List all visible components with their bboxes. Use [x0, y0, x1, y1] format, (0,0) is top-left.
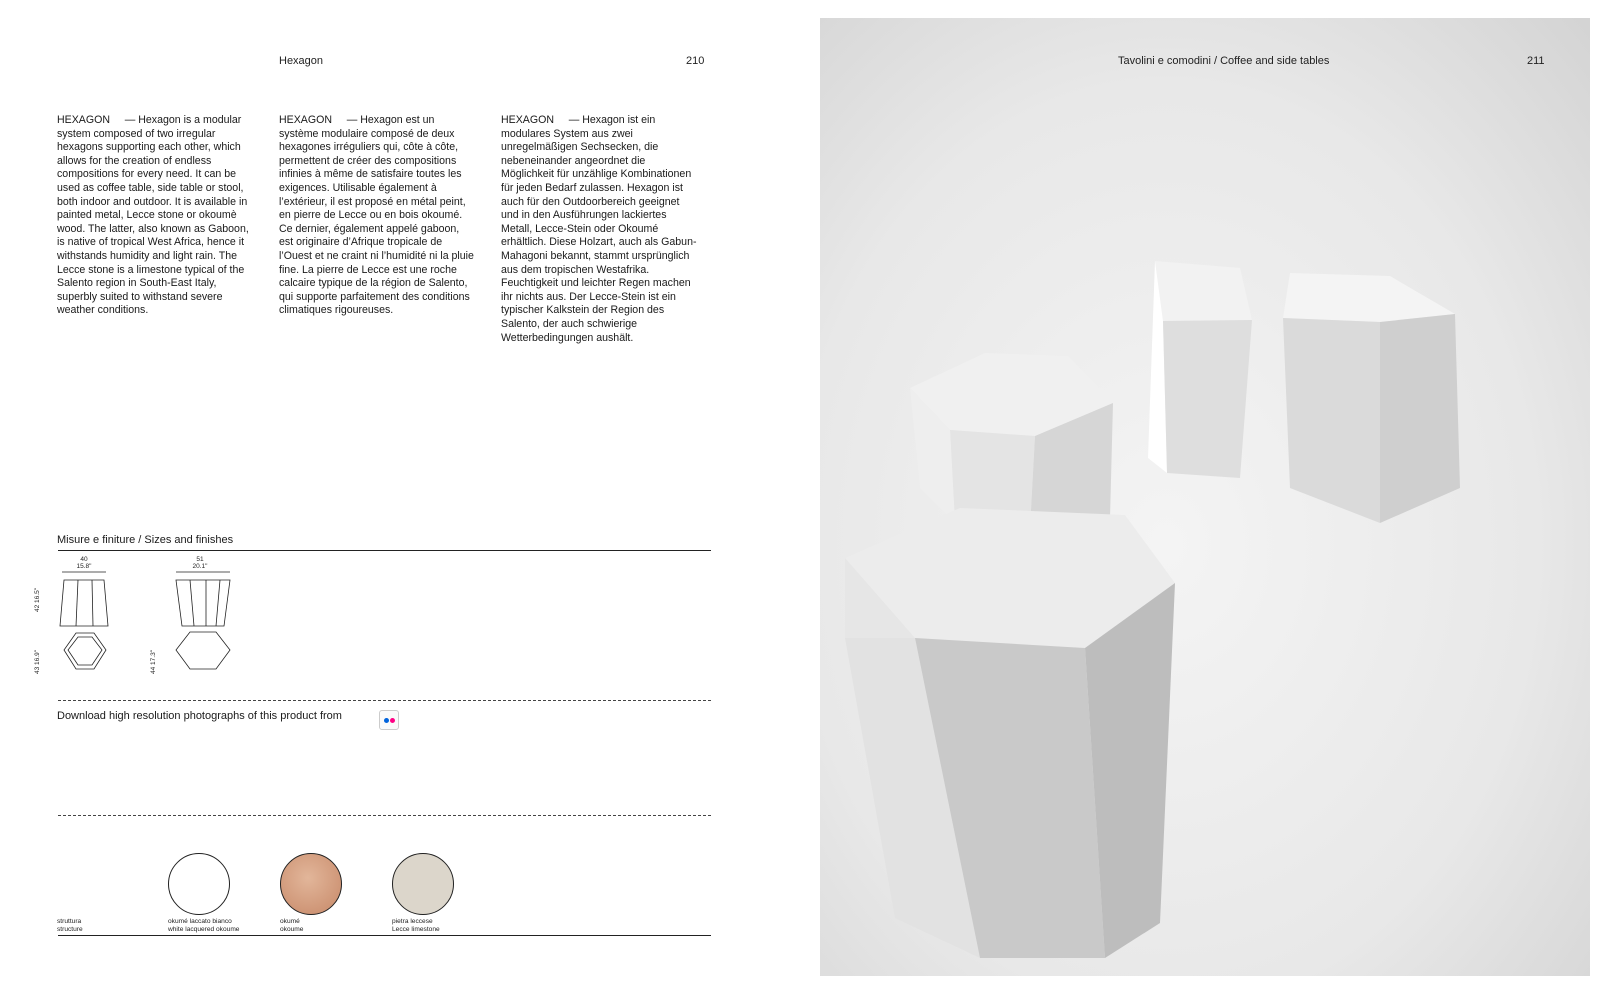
description-fr: [279, 114, 475, 318]
dimension-label: 51 20.1": [192, 556, 208, 570]
column-label: HEXAGON: [501, 114, 554, 126]
column-text: — Hexagon is a modular system composed of two irregular hexagons supporting each other, which allows for the creation of endless compositions for every need. It can be used as coffee table, side table or stool, both indoor and outdoor. It is available in painted metal, Lecce stone or okoumè wood. The latter, also known as Gaboon, is native of tropical West Africa, hence it withstands humidity and light rain. The Lecce stone is a limestone typical of the Salento region in South-East Italy, superbly suited to withstand severe weather conditions.: [57, 114, 249, 317]
dimension-label: 44 17.3": [150, 649, 157, 674]
divider: [58, 550, 711, 551]
section-title: Tavolini e comodini / Coffee and side tables: [1118, 55, 1330, 67]
finish-label: okumé laccato bianco white lacquered okoume: [168, 918, 240, 933]
column-text: — Hexagon est un système modulaire composé de deux hexagones irréguliers qui, côte à côte, permettent de créer des compositions infinies à même de satisfaire toutes les exigences. Utilisable également à l’extérieur, il est proposé en métal peint, en pierre de Lecce ou en bois okoumé. Ce dernier, également appelé gaboon, est originaire d’Afrique tropicale de l’Ouest et ne craint ni l’humidité ni la pluie fine. La pierre de Lecce est une roche calcaire typique de la région de Salento, qui supporte parfaitement des conditions climatiques rigoureuses.: [279, 114, 474, 317]
page-number: 210: [686, 55, 705, 67]
divider: [58, 935, 711, 936]
finish-structure-label: struttura structure: [57, 918, 83, 933]
finish-label: pietra leccese Lecce limestone: [392, 918, 440, 933]
finish-swatch-white: [168, 853, 230, 915]
flickr-icon[interactable]: [379, 710, 399, 730]
dimension-label: 42 16.5": [34, 587, 41, 612]
download-text: Download high resolution photographs of this product from: [57, 710, 342, 722]
divider: [58, 815, 711, 816]
description-en: [57, 114, 253, 318]
page-title: Hexagon: [279, 55, 324, 67]
dimension-label: 40 15.8": [76, 556, 92, 570]
dimension-label: 43 16.9": [34, 649, 41, 674]
column-label: HEXAGON: [57, 114, 110, 126]
description-de: [501, 114, 697, 345]
finish-label: okumé okoume: [280, 918, 304, 933]
page-number: 211: [1527, 55, 1545, 67]
technical-drawings: [40, 568, 240, 700]
column-text: — Hexagon ist ein modulares System aus zwei unregelmäßigen Sechsecken, die nebeneinander angeordnet die Möglichkeit für unzählige Kombinationen für jeden Bedarf zulassen. Hexagon ist auch für den Outdoorbereich geeignet und in den Ausführungen lackiertes Metall, Lecce-Stein oder Okoumé erhältlich. Diese Holzart, auch als Gabun-Mahagoni bekannt, stammt ursprünglich aus dem tropischen Westafrika. Feuchtigkeit und leichter Regen machen ihr nichts aus. Der Lecce-Stein ist ein typischer Kalkstein der Region des Salento, der auch schwierige Wetterbedingungen aushält.: [501, 114, 697, 344]
finish-swatch-okoume: [280, 853, 342, 915]
finish-swatch-limestone: [392, 853, 454, 915]
divider: [58, 700, 711, 701]
sizes-title: Misure e finiture / Sizes and finishes: [57, 534, 234, 546]
column-label: HEXAGON: [279, 114, 332, 126]
product-photo: [820, 18, 1590, 976]
